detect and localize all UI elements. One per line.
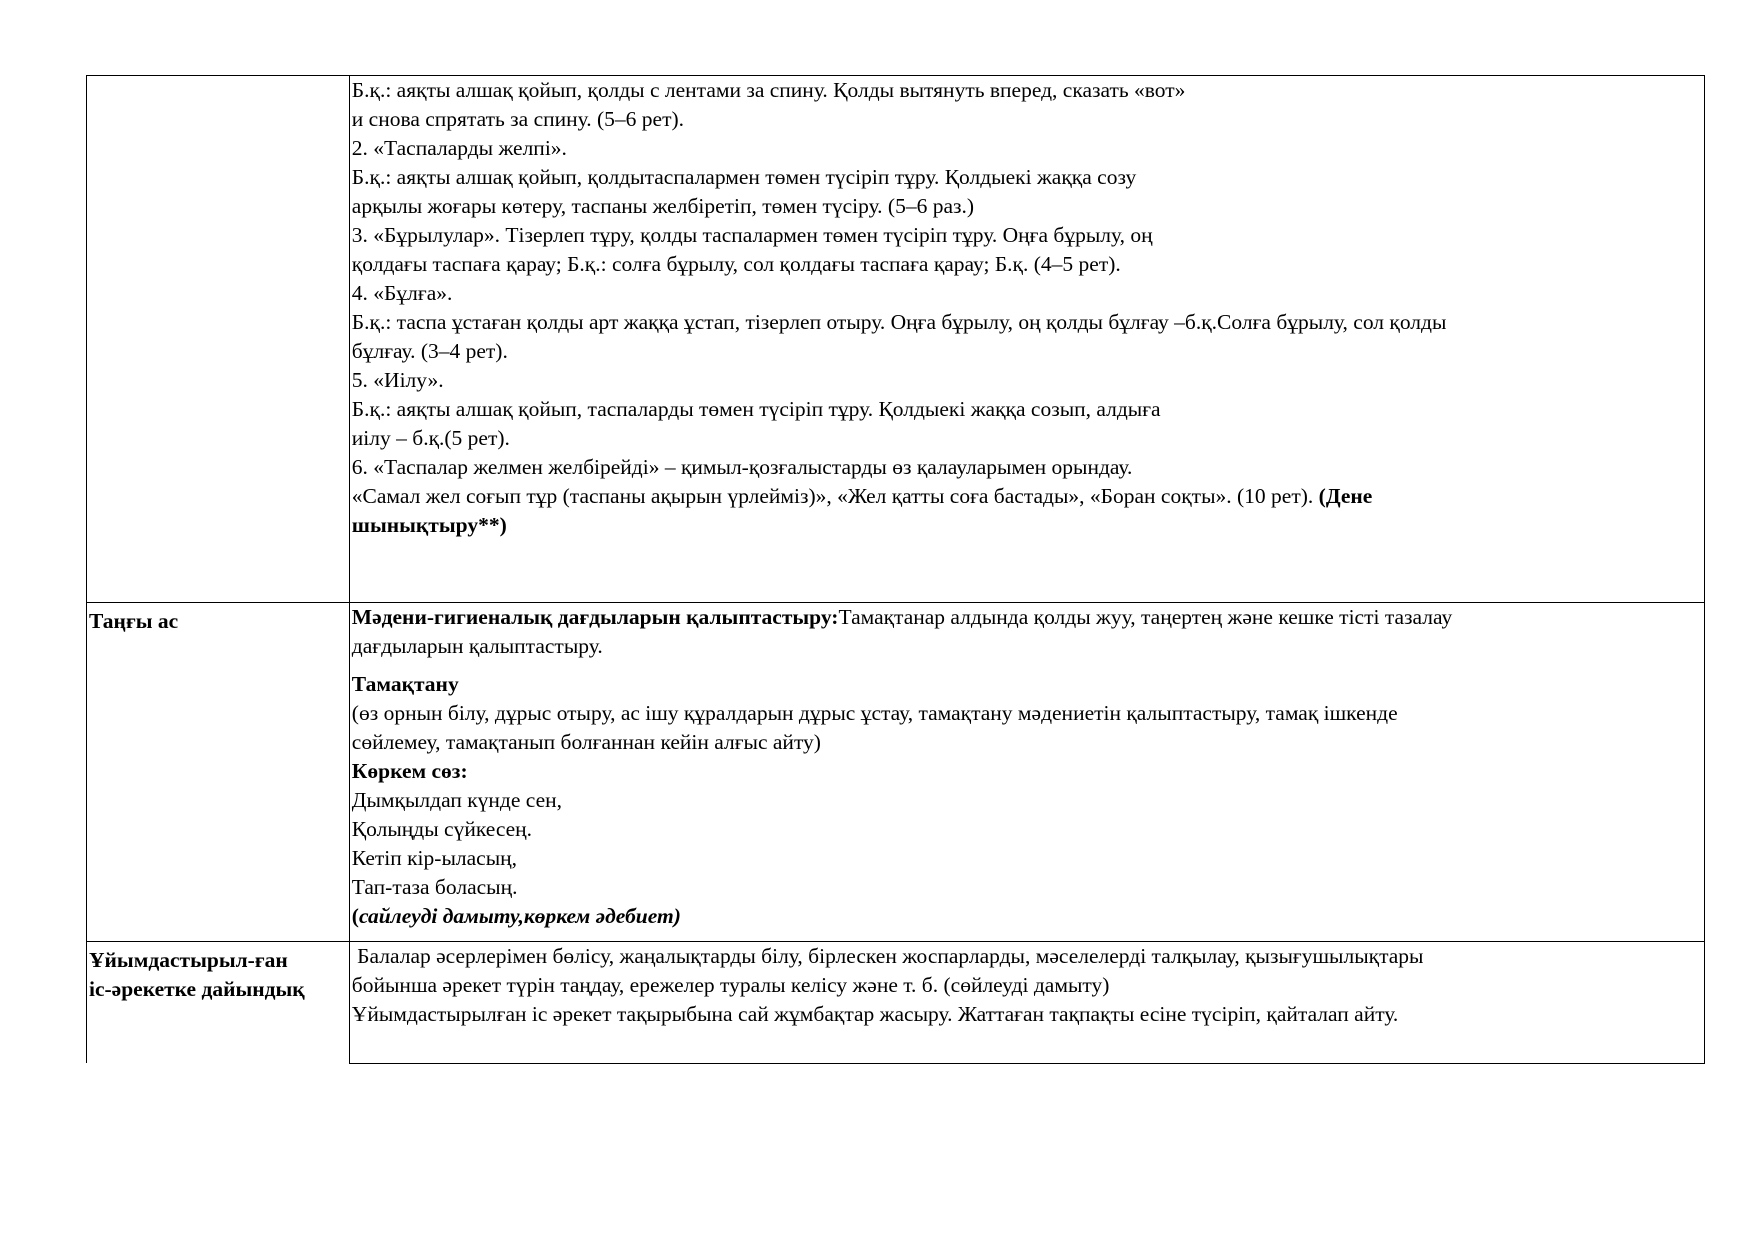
breakfast-content: [349, 603, 1704, 942]
text-line: бұлғау. (3–4 рет).: [351, 339, 508, 363]
text-line: бойынша әрекет түрін таңдау, ережелер туралы келісу және т. б. (сөйлеуді дамыту): [351, 973, 1110, 997]
poem-title: Көркем сөз:: [351, 759, 468, 783]
poem-line: Кетіп кір-ыласың,: [351, 846, 518, 870]
text-line: 5. «Иілу».: [351, 368, 444, 392]
text-line: иілу – б.қ.(5 рет).: [351, 426, 510, 450]
table-row-preparation: [87, 942, 1705, 1064]
text-line: Б.қ.: аяқты алшақ қойып, қолды с лентами за спину. Қолды вытянуть вперед, сказать «вот»: [351, 78, 1186, 102]
paragraph-gap: [352, 661, 1702, 670]
text-line-with-subject: [352, 482, 1702, 511]
text-line: Б.қ.: аяқты алшақ қойып, таспаларды төмен түсіріп тұру. Қолдыекі жаққа созып, алдыға: [351, 397, 1161, 421]
text-line: Б.қ.: аяқты алшақ қойып, қолдытаспалармен төмен түсіріп тұру. Қолдыекі жаққа созу: [351, 165, 1137, 189]
poem-line: Тап-таза боласың.: [351, 875, 518, 899]
text-line: қолдағы таспаға қарау; Б.қ.: солға бұрылу, сол қолдағы таспаға қарау; Б.қ. (4–5 рет).: [351, 252, 1121, 276]
table-row-exercises: [87, 76, 1705, 603]
label-line: іс-әрекетке дайындық: [89, 977, 305, 1001]
row-label-preparation: [87, 942, 350, 1064]
subject-tag-start: (Дене: [1318, 484, 1373, 508]
row-label-empty: [87, 76, 350, 603]
text-fragment: «Самал жел соғып тұр (таспаны ақырын үрлейміз)», «Жел қатты соға бастады», «Боран соқты». (10 рет).: [351, 484, 1319, 508]
table-row-breakfast: [87, 603, 1705, 942]
text-line: (өз орнын білу, дұрыс отыру, ас ішу құралдарын дұрыс ұстау, тамақтану мәдениетін қалыптастыру, тамақ ішкенде: [351, 701, 1398, 725]
hygiene-line: [352, 603, 1702, 632]
plan-table: [86, 75, 1705, 1064]
text-line: Ұйымдастырылған іс әрекет тақырыбына сай жұмбақтар жасыру. Жаттаған тақпақты есіне түсіріп, қайталап айту.: [351, 1002, 1399, 1026]
text-line: 6. «Таспалар желмен желбірейді» – қимыл-қозғалыстарды өз қалауларымен орындау.: [351, 455, 1133, 479]
poem-note-text: сайлеуді дамыту,көркем әдебиет): [358, 904, 681, 928]
poem-note-paren: (: [351, 904, 359, 928]
text-line: дағдыларын қалыптастыру.: [351, 634, 603, 658]
label-line: Ұйымдастырыл-ған: [89, 948, 288, 972]
text-line: и снова спрятать за спину. (5–6 рет).: [351, 107, 684, 131]
preparation-content: [349, 942, 1704, 1064]
poem-line: Дымқылдап күнде сен,: [351, 788, 562, 812]
text-line: 2. «Таспаларды желпі».: [351, 136, 567, 160]
exercises-content: [349, 76, 1704, 603]
text-line: арқылы жоғары көтеру, таспаны желбіретіп, төмен түсіру. (5–6 раз.): [351, 194, 975, 218]
text-line: сөйлемеу, тамақтанып болғаннан кейін алғыс айту): [351, 730, 821, 754]
text-line: Б.қ.: таспа ұстаған қолды арт жаққа ұстап, тізерлеп отыру. Оңға бұрылу, оң қолды бұлғау –б.қ.Солға бұрылу, сол қолды: [351, 310, 1447, 334]
subject-tag-end: шынықтыру**): [351, 513, 507, 537]
poem-note: [352, 902, 1702, 931]
hygiene-heading: Мәдени-гигиеналық дағдыларын қалыптастыру:: [351, 605, 839, 629]
section-title-eating: Тамақтану: [351, 672, 459, 696]
text-line: 3. «Бұрылулар». Тізерлеп тұру, қолды таспалармен төмен түсіріп тұру. Оңға бұрылу, оң: [351, 223, 1153, 247]
row-label-breakfast: Таңғы ас: [87, 603, 350, 942]
poem-line: Қолыңды сүйкесең.: [351, 817, 533, 841]
text-line: Балалар әсерлерімен бөлісу, жаңалықтарды білу, бірлескен жоспарларды, мәселелерді талқылау, қызығушылықтары: [351, 944, 1424, 968]
hygiene-text: Тамақтанар алдында қолды жуу, таңертең және кешке тісті тазалау: [838, 605, 1453, 629]
text-line: 4. «Бұлға».: [351, 281, 453, 305]
